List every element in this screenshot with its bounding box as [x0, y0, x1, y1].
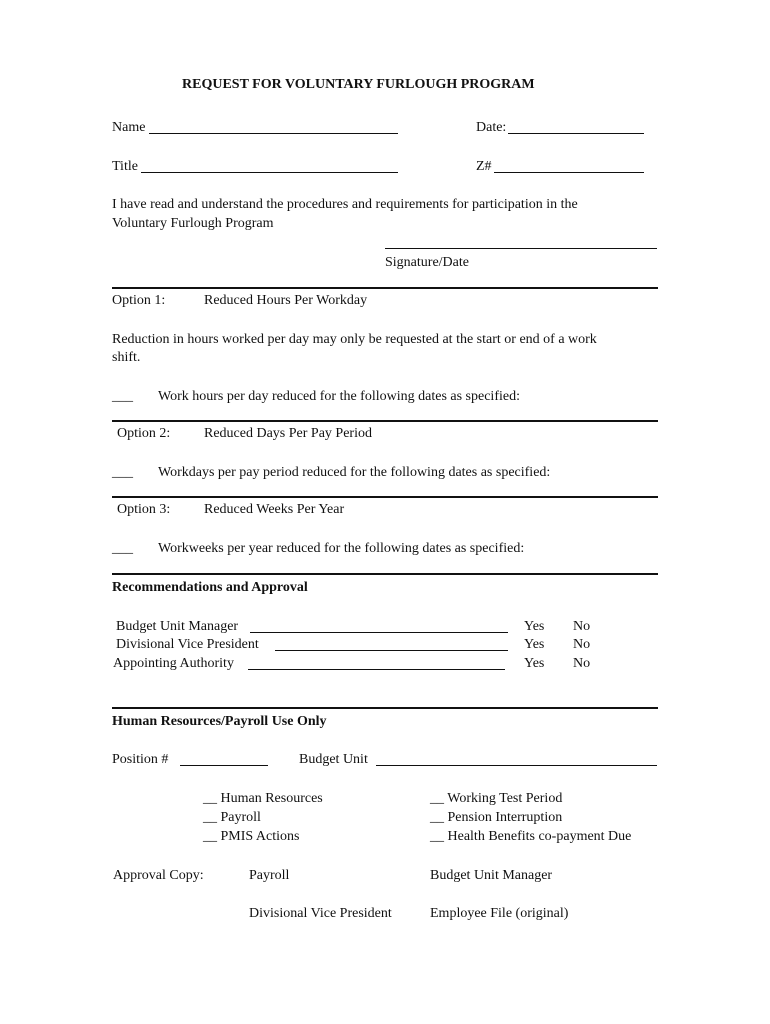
approval-yes-option[interactable]: Yes	[524, 656, 545, 671]
section-divider	[112, 496, 658, 498]
signature-field[interactable]	[385, 248, 657, 249]
z-number-field[interactable]	[494, 172, 644, 173]
date-label: Date:	[476, 120, 507, 135]
form-title: REQUEST FOR VOLUNTARY FURLOUGH PROGRAM	[182, 77, 535, 92]
section-divider	[112, 707, 658, 709]
option1-label: Option 1:	[112, 293, 166, 308]
statement-line-2: Voluntary Furlough Program	[112, 216, 274, 231]
name-field[interactable]	[149, 133, 398, 134]
option1-note-line-1: Reduction in hours worked per day may only be requested at the start or end of a work	[112, 332, 597, 347]
position-label: Position #	[112, 752, 169, 767]
approval-yes-option[interactable]: Yes	[524, 619, 545, 634]
name-label: Name	[112, 120, 146, 135]
approval-signature-field[interactable]	[248, 669, 505, 670]
option3-title: Reduced Weeks Per Year	[204, 502, 345, 517]
option2-title: Reduced Days Per Pay Period	[204, 426, 372, 441]
option1-item: Work hours per day reduced for the following dates as specified:	[158, 389, 520, 404]
option3-checkbox-blank[interactable]: ___	[112, 541, 133, 556]
approval-row-label: Divisional Vice President	[116, 637, 259, 652]
approval-row-label: Appointing Authority	[113, 656, 234, 671]
position-field[interactable]	[180, 765, 268, 766]
budget-unit-field[interactable]	[376, 765, 657, 766]
option1-note-line-2: shift.	[112, 350, 141, 365]
z-number-label: Z#	[476, 159, 492, 174]
approval-no-option[interactable]: No	[573, 619, 591, 634]
approval-signature-field[interactable]	[275, 650, 508, 651]
copy-recipient: Divisional Vice President	[249, 906, 392, 921]
hr-check-item[interactable]: __ Health Benefits co-payment Due	[430, 829, 632, 844]
hr-heading: Human Resources/Payroll Use Only	[112, 714, 327, 729]
title-label: Title	[112, 159, 138, 174]
option2-label: Option 2:	[117, 426, 171, 441]
approval-yes-option[interactable]: Yes	[524, 637, 545, 652]
signature-date-label: Signature/Date	[385, 255, 469, 270]
copy-recipient: Employee File (original)	[430, 906, 569, 921]
section-divider	[112, 573, 658, 575]
hr-check-item[interactable]: __ PMIS Actions	[203, 829, 300, 844]
approval-no-option[interactable]: No	[573, 637, 591, 652]
option2-item: Workdays per pay period reduced for the following dates as specified:	[158, 465, 551, 480]
approval-no-option[interactable]: No	[573, 656, 591, 671]
hr-check-item[interactable]: __ Payroll	[203, 810, 261, 825]
hr-check-item[interactable]: __ Pension Interruption	[430, 810, 563, 825]
hr-check-item[interactable]: __ Working Test Period	[430, 791, 563, 806]
copy-recipient: Payroll	[249, 868, 290, 883]
date-field[interactable]	[508, 133, 644, 134]
option3-item: Workweeks per year reduced for the following dates as specified:	[158, 541, 525, 556]
approval-signature-field[interactable]	[250, 632, 508, 633]
copy-recipient: Budget Unit Manager	[430, 868, 553, 883]
budget-unit-label: Budget Unit	[299, 752, 368, 767]
section-divider	[112, 287, 658, 289]
approval-heading: Recommendations and Approval	[112, 580, 308, 595]
approval-copy-label: Approval Copy:	[113, 868, 204, 883]
title-field[interactable]	[141, 172, 398, 173]
option3-label: Option 3:	[117, 502, 171, 517]
statement-line-1: I have read and understand the procedures and requirements for participation in the	[112, 197, 578, 212]
approval-row-label: Budget Unit Manager	[116, 619, 239, 634]
option2-checkbox-blank[interactable]: ___	[112, 465, 133, 480]
hr-check-item[interactable]: __ Human Resources	[203, 791, 323, 806]
option1-checkbox-blank[interactable]: ___	[112, 389, 133, 404]
section-divider	[112, 420, 658, 422]
option1-title: Reduced Hours Per Workday	[204, 293, 368, 308]
